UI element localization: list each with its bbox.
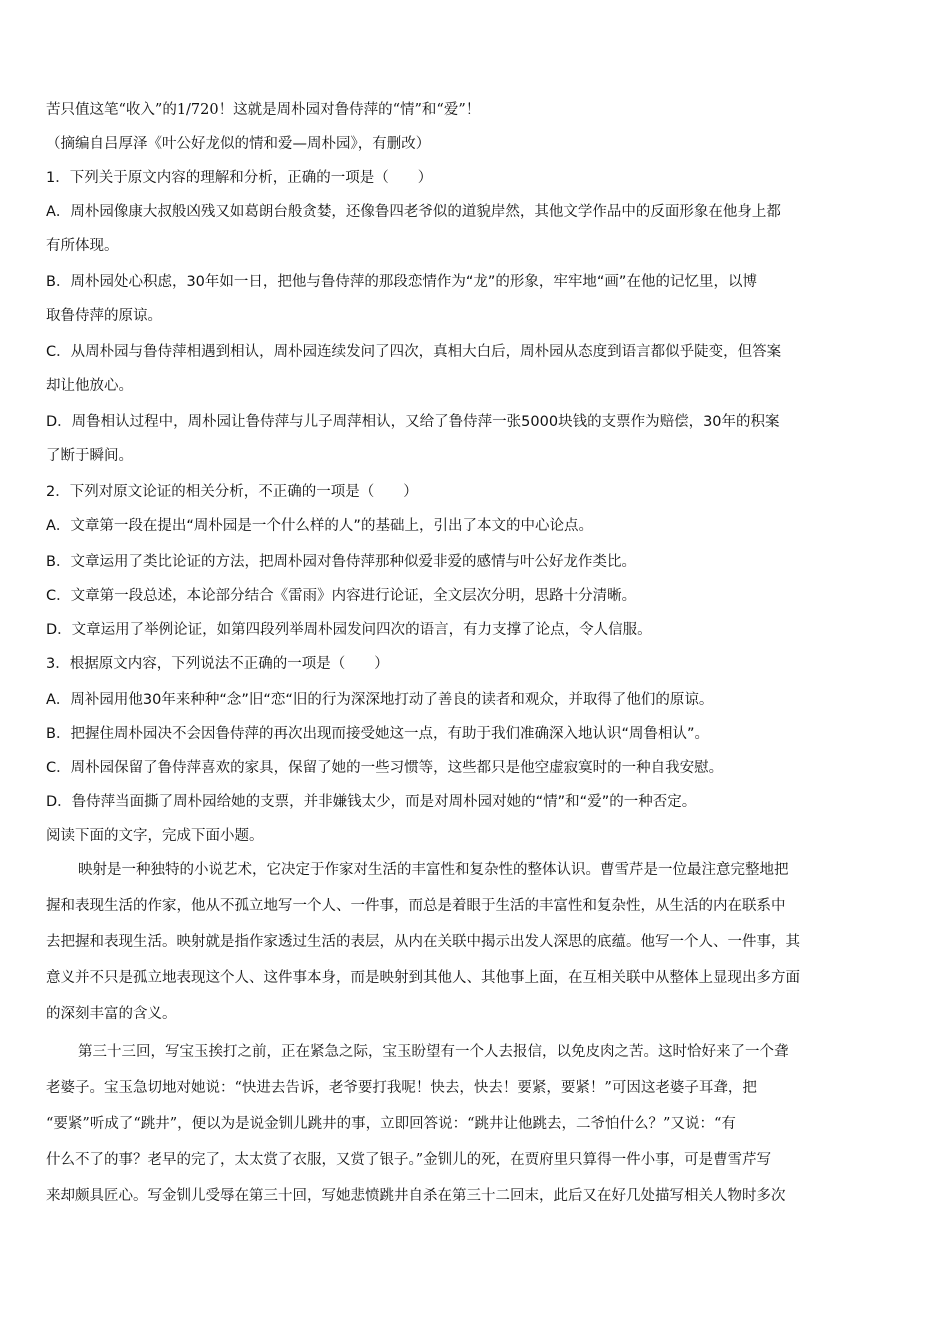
question-2-option-d: D．文章运用了举例论证，如第四段列举周朴园发问四次的语言，有力支撑了论点，令人信服。 — [46, 622, 652, 638]
question-3-option-a: A．周补园用他30年来种种“念”旧“恋“旧的行为深深地打动了善良的读者和观众，并取得了他们的原谅。 — [46, 692, 714, 708]
question-1-option-b-cont: 取鲁侍萍的原谅。 — [46, 308, 162, 324]
source-citation: （摘编自吕厚泽《叶公好龙似的情和爱—周朴园》，有删改） — [46, 136, 431, 152]
question-2-stem: 2．下列对原文论证的相关分析，不正确的一项是（ ） — [46, 484, 418, 500]
question-1-option-c-cont: 却让他放心。 — [46, 378, 133, 394]
question-1-option-c: C．从周朴园与鲁侍萍相遇到相认，周朴园连续发问了四次，真相大白后，周朴园从态度到语言都似乎陡变，但答案 — [46, 344, 782, 360]
passage-tail-line: 苦只值这笔“收入”的1/720！这就是周朴园对鲁侍萍的“情”和“爱”！ — [46, 102, 481, 118]
question-3-stem: 3．根据原文内容，下列说法不正确的一项是（ ） — [46, 656, 389, 672]
question-3-option-c: C．周朴园保留了鲁侍萍喜欢的家具，保留了她的一些习惯等，这些都只是他空虚寂寞时的一种自我安慰。 — [46, 760, 724, 776]
passage-2-paragraph-2-line: 来却颇具匠心。写金钏儿受辱在第三十回，写她悲愤跳井自杀在第三十二回末，此后又在好几处描写相关人物时多次 — [46, 1188, 786, 1204]
passage-2-paragraph-2-line: 老婆子。宝玉急切地对她说：“快进去告诉，老爷要打我呢！快去，快去！要紧，要紧！”可因这老婆子耳聋，把 — [46, 1080, 757, 1096]
question-1-stem: 1．下列关于原文内容的理解和分析，正确的一项是（ ） — [46, 170, 433, 186]
question-3-option-d: D．鲁侍萍当面撕了周朴园给她的支票，并非嫌钱太少，而是对周朴园对她的“情”和“爱”的一种否定。 — [46, 794, 697, 810]
passage-2-paragraph-1-line: 映射是一种独特的小说艺术，它决定于作家对生活的丰富性和复杂性的整体认识。曹雪芹是一位最注意完整地把 — [78, 862, 789, 878]
passage-2-paragraph-2-line: “要紧”听成了“跳井”，便以为是说金钏儿跳井的事，立即回答说：“跳井让他跳去，二爷怕什么？”又说：“有 — [46, 1116, 736, 1132]
question-2-option-a: A．文章第一段在提出“周朴园是一个什么样的人”的基础上，引出了本文的中心论点。 — [46, 518, 593, 534]
question-2-option-b: B．文章运用了类比论证的方法，把周朴园对鲁侍萍那种似爱非爱的感情与叶公好龙作类比。 — [46, 554, 636, 570]
reading-instruction: 阅读下面的文字，完成下面小题。 — [46, 828, 264, 844]
question-1-option-b: B．周朴园处心积虑，30年如一日，把他与鲁侍萍的那段恋情作为“龙”的形象，牢牢地“画”在他的记忆里，以博 — [46, 274, 757, 290]
question-1-option-a: A．周朴园像康大叔般凶残又如葛朗台般贪婪，还像鲁四老爷似的道貌岸然，其他文学作品中的反面形象在他身上都 — [46, 204, 781, 220]
question-2-option-c: C．文章第一段总述，本论部分结合《雷雨》内容进行论证，全文层次分明，思路十分清晰。 — [46, 588, 637, 604]
passage-2-paragraph-1-line: 握和表现生活的作家，他从不孤立地写一个人、一件事，而总是着眼于生活的丰富性和复杂性，从生活的内在联系中 — [46, 898, 786, 914]
question-3-option-b: B．把握住周朴园决不会因鲁侍萍的再次出现而接受她这一点，有助于我们准确深入地认识“周鲁相认”。 — [46, 726, 709, 742]
passage-2-paragraph-2-line: 什么不了的事？老早的完了，太太赏了衣服，又赏了银子。”金钏儿的死，在贾府里只算得一件小事，可是曹雪芹写 — [46, 1152, 772, 1168]
question-1-option-a-cont: 有所体现。 — [46, 238, 119, 254]
passage-2-paragraph-1-line: 去把握和表现生活。映射就是指作家透过生活的表层，从内在关联中揭示出发人深思的底蕴。他写一个人、一件事，其 — [46, 934, 800, 950]
question-1-option-d: D．周鲁相认过程中，周朴园让鲁侍萍与儿子周萍相认，又给了鲁侍萍一张5000块钱的支票作为赔偿，30年的积案 — [46, 414, 780, 430]
passage-2-paragraph-1-line: 的深刻丰富的含义。 — [46, 1006, 177, 1022]
passage-2-paragraph-2-line: 第三十三回，写宝玉挨打之前，正在紧急之际，宝玉盼望有一个人去报信，以免皮肉之苦。这时恰好来了一个聋 — [78, 1044, 789, 1060]
question-1-option-d-cont: 了断于瞬间。 — [46, 448, 133, 464]
passage-2-paragraph-1-line: 意义并不只是孤立地表现这个人、这件事本身，而是映射到其他人、其他事上面，在互相关联中从整体上显现出多方面 — [46, 970, 800, 986]
